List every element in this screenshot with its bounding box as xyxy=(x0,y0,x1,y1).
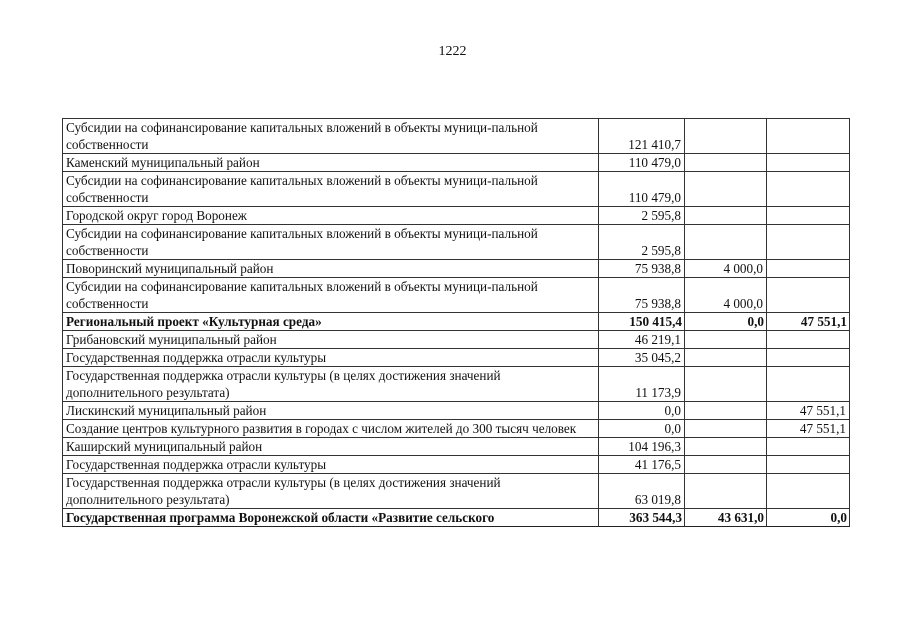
row-name-cell: Грибановский муниципальный район xyxy=(63,331,599,349)
row-amount-2-cell: 4 000,0 xyxy=(685,278,767,313)
table-row xyxy=(63,278,850,313)
row-amount-2-cell: 4 000,0 xyxy=(685,260,767,278)
row-amount-1-cell: 75 938,8 xyxy=(599,278,685,313)
row-amount-2-cell xyxy=(685,119,767,154)
table-row-total xyxy=(63,313,850,331)
row-amount-3-cell: 0,0 xyxy=(767,509,850,527)
page-number: 1222 xyxy=(438,44,467,59)
row-amount-1-cell: 75 938,8 xyxy=(599,260,685,278)
row-amount-1-cell: 363 544,3 xyxy=(599,509,685,527)
row-amount-1-cell: 11 173,9 xyxy=(599,367,685,402)
row-name-cell: Создание центров культурного развития в городах с числом жителей до 300 тысяч человек xyxy=(63,420,599,438)
table-row-total xyxy=(63,509,850,527)
row-name-cell: Государственная поддержка отрасли культуры (в целях достижения значений дополнительного результата) xyxy=(63,367,599,402)
table-row xyxy=(63,119,850,154)
row-amount-1-cell: 35 045,2 xyxy=(599,349,685,367)
row-amount-1-cell: 41 176,5 xyxy=(599,456,685,474)
row-amount-2-cell xyxy=(685,456,767,474)
row-name-cell: Государственная поддержка отрасли культуры (в целях достижения значений дополнительного результата) xyxy=(63,474,599,509)
row-amount-1-cell: 46 219,1 xyxy=(599,331,685,349)
table-row xyxy=(63,331,850,349)
row-amount-1-cell: 0,0 xyxy=(599,402,685,420)
row-name-cell: Субсидии на софинансирование капитальных вложений в объекты муници-пальной собственности xyxy=(63,119,599,154)
row-amount-1-cell: 150 415,4 xyxy=(599,313,685,331)
table-row xyxy=(63,402,850,420)
row-amount-3-cell xyxy=(767,349,850,367)
row-name-cell: Субсидии на софинансирование капитальных вложений в объекты муници-пальной собственности xyxy=(63,278,599,313)
table-row xyxy=(63,367,850,402)
row-amount-3-cell xyxy=(767,367,850,402)
table-row xyxy=(63,207,850,225)
table-row xyxy=(63,349,850,367)
row-name-cell: Государственная поддержка отрасли культуры xyxy=(63,456,599,474)
row-amount-2-cell xyxy=(685,331,767,349)
table-row xyxy=(63,474,850,509)
row-amount-1-cell: 2 595,8 xyxy=(599,207,685,225)
table-row xyxy=(63,154,850,172)
table-row xyxy=(63,225,850,260)
row-name-cell: Региональный проект «Культурная среда» xyxy=(63,313,599,331)
table-row xyxy=(63,260,850,278)
row-amount-1-cell: 110 479,0 xyxy=(599,172,685,207)
row-amount-2-cell xyxy=(685,225,767,260)
table-row xyxy=(63,172,850,207)
row-amount-1-cell: 104 196,3 xyxy=(599,438,685,456)
row-amount-2-cell xyxy=(685,154,767,172)
row-amount-3-cell xyxy=(767,278,850,313)
row-name-cell: Государственная программа Воронежской области «Развитие сельского xyxy=(63,509,599,527)
row-name-cell: Поворинский муниципальный район xyxy=(63,260,599,278)
row-amount-3-cell xyxy=(767,331,850,349)
row-amount-3-cell xyxy=(767,474,850,509)
row-amount-3-cell xyxy=(767,119,850,154)
row-amount-3-cell: 47 551,1 xyxy=(767,420,850,438)
table-row xyxy=(63,420,850,438)
row-amount-3-cell xyxy=(767,260,850,278)
row-amount-3-cell xyxy=(767,438,850,456)
row-amount-3-cell xyxy=(767,207,850,225)
table-row xyxy=(63,438,850,456)
budget-table-body xyxy=(63,119,850,527)
row-amount-2-cell xyxy=(685,438,767,456)
row-amount-1-cell: 121 410,7 xyxy=(599,119,685,154)
row-amount-2-cell xyxy=(685,367,767,402)
row-amount-2-cell xyxy=(685,207,767,225)
row-amount-2-cell: 0,0 xyxy=(685,313,767,331)
row-amount-3-cell xyxy=(767,456,850,474)
row-name-cell: Государственная поддержка отрасли культуры xyxy=(63,349,599,367)
row-amount-2-cell xyxy=(685,349,767,367)
row-amount-2-cell: 43 631,0 xyxy=(685,509,767,527)
row-amount-3-cell: 47 551,1 xyxy=(767,402,850,420)
row-name-cell: Каширский муниципальный район xyxy=(63,438,599,456)
row-amount-2-cell xyxy=(685,402,767,420)
row-name-cell: Каменский муниципальный район xyxy=(63,154,599,172)
row-amount-3-cell xyxy=(767,225,850,260)
budget-table xyxy=(62,118,850,527)
row-name-cell: Городской округ город Воронеж xyxy=(63,207,599,225)
row-amount-1-cell: 0,0 xyxy=(599,420,685,438)
table-row xyxy=(63,456,850,474)
row-amount-3-cell xyxy=(767,172,850,207)
row-name-cell: Субсидии на софинансирование капитальных вложений в объекты муници-пальной собственности xyxy=(63,225,599,260)
row-amount-1-cell: 110 479,0 xyxy=(599,154,685,172)
row-name-cell: Субсидии на софинансирование капитальных вложений в объекты муници-пальной собственности xyxy=(63,172,599,207)
row-amount-2-cell xyxy=(685,172,767,207)
row-amount-1-cell: 63 019,8 xyxy=(599,474,685,509)
row-name-cell: Лискинский муниципальный район xyxy=(63,402,599,420)
row-amount-3-cell: 47 551,1 xyxy=(767,313,850,331)
row-amount-3-cell xyxy=(767,154,850,172)
row-amount-2-cell xyxy=(685,420,767,438)
row-amount-1-cell: 2 595,8 xyxy=(599,225,685,260)
row-amount-2-cell xyxy=(685,474,767,509)
